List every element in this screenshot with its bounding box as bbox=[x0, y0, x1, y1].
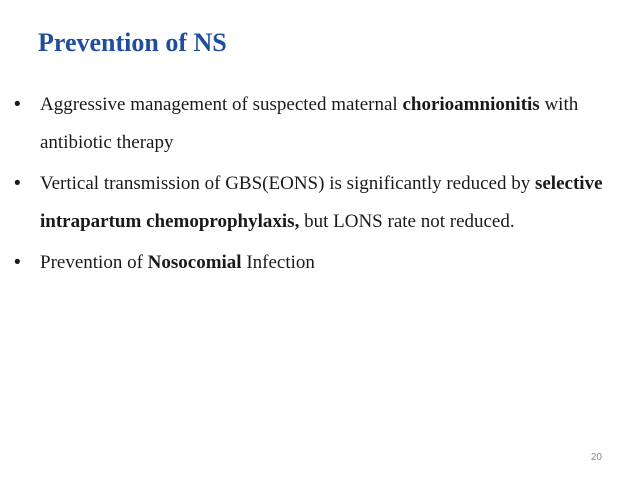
bullet-list bbox=[0, 86, 638, 285]
bullet-marker: • bbox=[14, 252, 21, 273]
bullet-text-segment: Aggressive management of suspected maternal bbox=[40, 94, 403, 115]
bullet-item-1 bbox=[0, 86, 638, 162]
bullet-text-segment: Prevention of bbox=[40, 252, 148, 273]
bullet-text-segment: Vertical transmission of GBS(EONS) is significantly reduced by bbox=[40, 173, 535, 194]
bullet-text-bold: chorioamnionitis bbox=[402, 94, 540, 115]
bullet-marker: • bbox=[14, 173, 21, 194]
slide-title: Prevention of NS bbox=[38, 28, 227, 57]
bullet-marker: • bbox=[14, 94, 21, 115]
bullet-item-3 bbox=[0, 244, 638, 282]
bullet-text-bold: Nosocomial bbox=[147, 252, 242, 273]
bullet-text-segment: but LONS rate not reduced. bbox=[299, 211, 515, 232]
bullet-item-2 bbox=[0, 165, 638, 241]
bullet-text-segment: Infection bbox=[241, 252, 315, 273]
bullet-text-segment: with antibiotic therapy bbox=[40, 94, 579, 153]
bullet-text-bold: selective intrapartum chemoprophylaxis, bbox=[40, 173, 603, 232]
page-number: 20 bbox=[590, 452, 602, 463]
